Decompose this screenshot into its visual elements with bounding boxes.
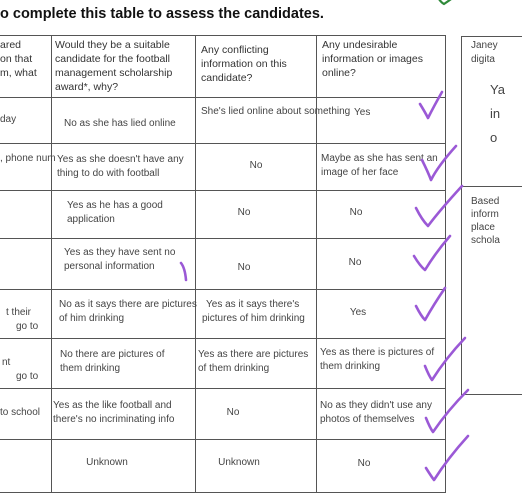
- page-title: o complete this table to assess the candidates.: [0, 6, 324, 22]
- row-8-undesirable-line: No: [357, 458, 371, 469]
- row-2-undesirable: [321, 152, 445, 179]
- side-panel-top-line: digita: [471, 54, 495, 65]
- header-col-undesirable-line: online?: [322, 67, 356, 79]
- row-1-undesirable-line: Yes: [354, 107, 371, 118]
- row-4-undesirable-line: No: [348, 257, 362, 268]
- header-col-suitable-line: award*, why?: [55, 81, 119, 93]
- header-col-undesirable-line: Any undesirable: [322, 39, 398, 51]
- row-3-suitable: [67, 199, 195, 226]
- row-3-undesirable: [317, 206, 395, 220]
- side-panel-bottom-line: inform: [471, 209, 499, 220]
- row-1-suitable-line: No as she has lied online: [64, 118, 176, 129]
- row-6-conflicting: [198, 348, 316, 375]
- row-6-undesirable: [320, 346, 445, 373]
- row-7-suitable-line: there's no incriminating info: [53, 413, 175, 425]
- row-5-suitable-line: No as it says there are pictures: [59, 299, 197, 310]
- row-6-suitable: [60, 348, 195, 375]
- row-5-undesirable: [317, 306, 399, 320]
- row-7-undesirable-line: No as they didn't use any: [320, 400, 432, 411]
- row-2-suitable-line: thing to do with football: [57, 167, 160, 179]
- row-3-suitable-line: application: [67, 213, 115, 225]
- row-3-conflicting: [196, 206, 292, 220]
- row-3-suitable-line: Yes as he has a good: [67, 200, 163, 211]
- side-panel-top-line: Janey: [471, 40, 498, 51]
- row-6-suitable-line: No there are pictures of: [60, 349, 165, 360]
- row-7-suitable: [53, 399, 195, 426]
- header-col-suitable-line: management scholarship: [55, 67, 173, 79]
- side-panel-top: [461, 36, 522, 188]
- header-col-conflicting: [201, 43, 315, 85]
- row-2-undesirable-line: Maybe as she has sent an: [321, 153, 438, 164]
- row-5-undesirable-line: Yes: [349, 307, 367, 318]
- side-panel-bottom: [461, 186, 522, 395]
- header-col-suitable: [55, 38, 195, 94]
- row-5-col-0-line: go to: [16, 320, 39, 332]
- row-2-conflicting-line: No: [249, 160, 263, 171]
- row-2-col-0: , phone num: [0, 153, 56, 164]
- row-4-conflicting: [196, 261, 292, 275]
- header-col-0-line: m, what: [0, 67, 37, 79]
- row-3-conflicting-line: No: [237, 207, 251, 218]
- row-7-undesirable-line: photos of themselves: [320, 413, 415, 425]
- row-7-conflicting: [196, 406, 270, 420]
- row-6-undesirable-line: them drinking: [320, 360, 381, 372]
- side-panel-bottom-line: Based: [471, 196, 500, 207]
- row-1-col-0: day: [0, 114, 17, 125]
- row-7-conflicting-line: No: [226, 407, 240, 418]
- row-5-conflicting-line: pictures of him drinking: [202, 312, 305, 324]
- row-7-col-0: to school: [0, 407, 41, 418]
- row-8-conflicting: [196, 456, 282, 470]
- header-col-0-line: on that: [0, 53, 33, 65]
- row-6-col-0-line: go to: [16, 370, 39, 382]
- row-8-suitable: [52, 456, 162, 470]
- row-7-undesirable: [320, 399, 445, 426]
- row-8-suitable-line: Unknown: [86, 457, 128, 468]
- row-4-undesirable: [317, 256, 393, 270]
- header-col-0-line: ared: [0, 39, 22, 51]
- side-panel-top-body: Ya: [490, 82, 505, 97]
- header-col-suitable-line: Would they be a suitable: [55, 39, 170, 51]
- header-col-conflicting-line: candidate?: [201, 72, 253, 84]
- row-2-conflicting: [196, 159, 316, 173]
- row-4-suitable-line: personal information: [64, 260, 155, 272]
- row-6-undesirable-line: Yes as there is pictures of: [320, 347, 435, 358]
- row-4-suitable: [64, 246, 195, 273]
- header-col-undesirable-line: information or images: [322, 53, 423, 65]
- row-1-conflicting-line: She's lied online about something: [201, 106, 351, 117]
- row-8-undesirable: [317, 457, 411, 471]
- row-3-undesirable-line: No: [349, 207, 363, 218]
- header-col-0: [0, 38, 50, 80]
- row-7-suitable-line: Yes as the like football and: [53, 400, 172, 411]
- row-1-suitable: [64, 117, 195, 131]
- row-2-suitable: [57, 153, 195, 180]
- header-col-suitable-line: candidate for the football: [55, 53, 170, 65]
- row-6-col-0-line: nt: [2, 357, 11, 368]
- side-panel-top-body: o: [490, 130, 498, 145]
- row-6-suitable-line: them drinking: [60, 362, 121, 374]
- header-col-conflicting-line: information on this: [201, 58, 287, 70]
- side-panel-bottom-line: schola: [471, 235, 500, 246]
- row-5-conflicting: [202, 298, 316, 325]
- row-5-col-0-line: t their: [6, 307, 32, 318]
- header-col-undesirable: [322, 38, 444, 80]
- row-8-conflicting-line: Unknown: [218, 457, 260, 468]
- row-5-conflicting-line: Yes as it says there's: [206, 299, 300, 310]
- row-4-suitable-line: Yes as they have sent no: [64, 247, 176, 258]
- side-panel-top-body: in: [490, 106, 501, 121]
- row-5-col-0: [0, 306, 50, 333]
- row-1-undesirable: [354, 106, 394, 120]
- row-5-suitable: [59, 298, 219, 325]
- row-4-conflicting-line: No: [237, 262, 251, 273]
- row-5-suitable-line: of him drinking: [59, 312, 125, 324]
- header-col-conflicting-line: Any conflicting: [201, 44, 269, 56]
- row-6-conflicting-line: of them drinking: [198, 362, 270, 374]
- row-6-col-0: [0, 356, 50, 383]
- row-2-undesirable-line: image of her face: [321, 166, 399, 178]
- row-6-conflicting-line: Yes as there are pictures: [198, 349, 309, 360]
- side-panel-bottom-line: place: [471, 222, 495, 233]
- row-2-suitable-line: Yes as she doesn't have any: [57, 154, 184, 165]
